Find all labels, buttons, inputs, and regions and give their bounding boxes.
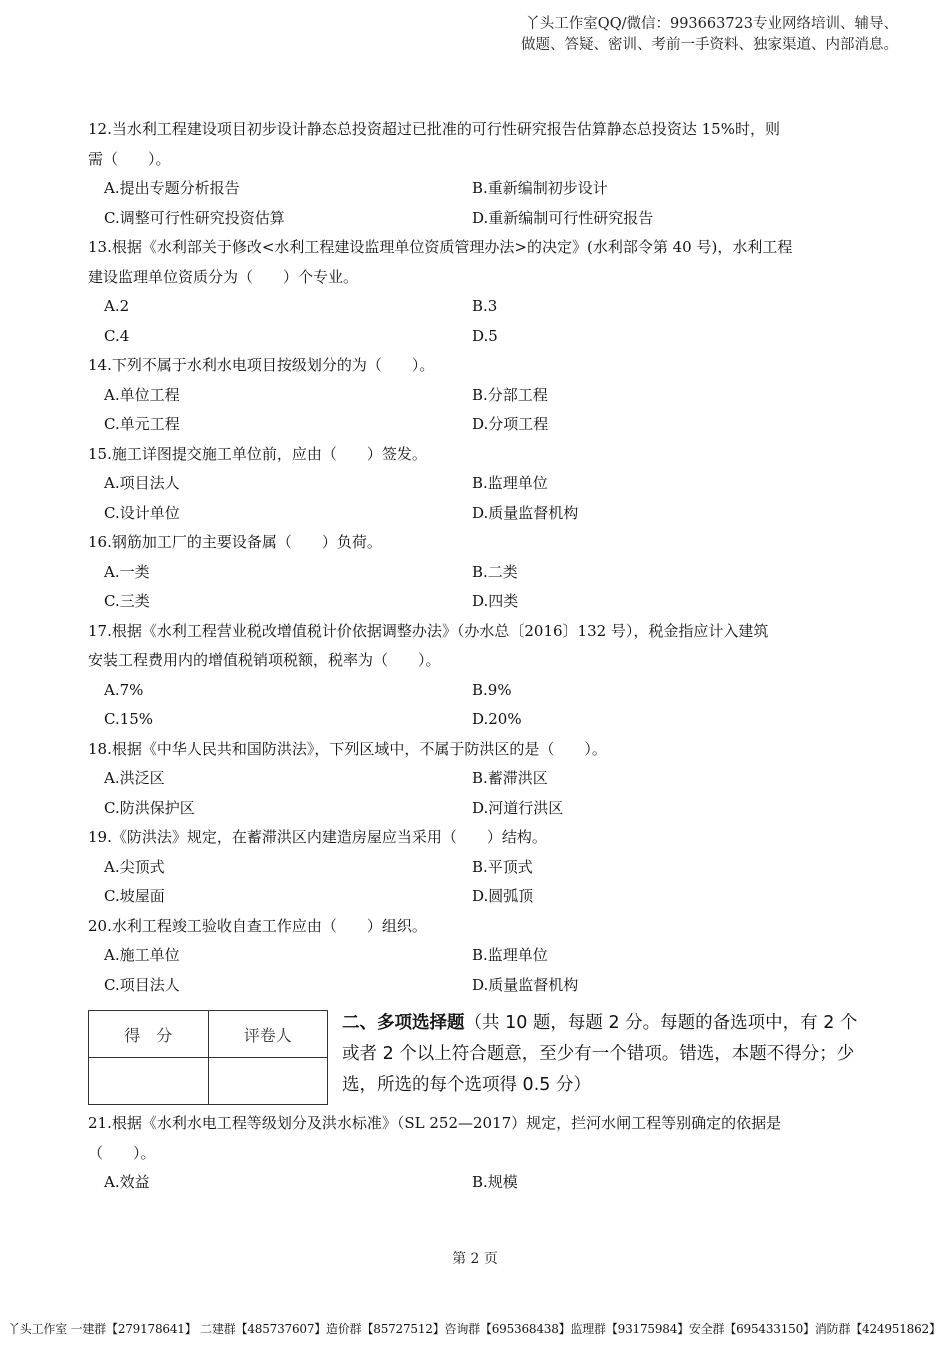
question-options xyxy=(88,676,868,735)
question-stem: 16.钢筋加工厂的主要设备属（ ）负荷。 xyxy=(88,533,382,551)
exam-content xyxy=(88,115,868,1198)
question-options xyxy=(88,174,868,233)
option-c: C.单元工程 xyxy=(104,415,180,433)
option-b: B.3 xyxy=(472,297,498,315)
question-stem: 15.施工详图提交施工单位前，应由（ ）签发。 xyxy=(88,444,427,463)
question-block xyxy=(88,617,868,735)
option-b: B.监理单位 xyxy=(472,946,548,964)
option-c: C.三类 xyxy=(104,592,150,610)
question-options xyxy=(88,558,868,617)
question-block xyxy=(88,823,868,912)
question-stem: 19.《防洪法》规定，在蓄滞洪区内建造房屋应当采用（ ）结构。 xyxy=(88,828,547,846)
header-line-1: 丫头工作室QQ/微信：993663723专业网络培训、辅导、 xyxy=(525,16,898,32)
question-options xyxy=(88,381,868,440)
option-d: D.质量监督机构 xyxy=(472,975,579,994)
question-stem: 20.水利工程竣工验收自查工作应由（ ）组织。 xyxy=(88,916,427,935)
option-d: D.质量监督机构 xyxy=(472,503,579,522)
question-stem: 安装工程费用内的增值税销项税额，税率为（ ）。 xyxy=(88,651,441,669)
question-block xyxy=(88,528,868,617)
question-block xyxy=(88,440,868,529)
option-b: B.二类 xyxy=(472,562,518,581)
option-a: A.提出专题分析报告 xyxy=(104,179,240,197)
question-block xyxy=(88,735,868,824)
question-options xyxy=(88,292,868,351)
page-number: 第 2 页 xyxy=(452,1251,498,1267)
section-multiple-choice xyxy=(88,1008,868,1105)
option-a: A.尖顶式 xyxy=(104,857,165,876)
option-c: C.坡屋面 xyxy=(104,887,165,905)
grader-cell xyxy=(208,1058,327,1105)
header-line-2: 做题、答疑、密训、考前一手资料、独家渠道、内部消息。 xyxy=(521,37,898,53)
question-block xyxy=(88,233,868,351)
score-label: 得 分 xyxy=(89,1011,209,1058)
option-c: C.15% xyxy=(104,710,154,728)
question-options xyxy=(88,853,868,912)
option-d: D.20% xyxy=(472,710,522,728)
option-a: A.效益 xyxy=(104,1173,150,1191)
option-b: B.蓄滞洪区 xyxy=(472,769,548,787)
option-b: B.监理单位 xyxy=(472,474,548,492)
question-stem: （ ）。 xyxy=(88,1143,156,1162)
question-stem: 需（ ）。 xyxy=(88,149,171,168)
option-d: D.河道行洪区 xyxy=(472,798,564,817)
option-d: D.四类 xyxy=(472,592,519,610)
option-c: C.调整可行性研究投资估算 xyxy=(104,208,285,227)
question-stem: 建设监理单位资质分为（ ）个专业。 xyxy=(88,267,359,286)
page-footer: 丫头工作室 一建群【279178641】 二建群【485737607】造价群【85727512】咨询群【695368438】监理群【93175984】安全群【695433150】消防群【424951862】 xyxy=(8,1322,941,1336)
option-d: D.重新编制可行性研究报告 xyxy=(472,208,654,227)
question-block xyxy=(88,912,868,1001)
score-cell xyxy=(89,1058,209,1105)
question-options xyxy=(88,469,868,528)
option-c: C.防洪保护区 xyxy=(104,798,195,817)
grader-label: 评卷人 xyxy=(208,1011,327,1058)
option-b: B.重新编制初步设计 xyxy=(472,179,608,197)
question-options xyxy=(88,764,868,823)
score-table xyxy=(88,1010,328,1105)
question-stem: 21.根据《水利水电工程等级划分及洪水标准》（SL 252—2017）规定，拦河水闸工程等别确定的依据是 xyxy=(88,1114,782,1132)
option-a: A.项目法人 xyxy=(104,474,180,492)
option-b: B.9% xyxy=(472,680,512,699)
option-c: C.设计单位 xyxy=(104,503,180,522)
section-instructions xyxy=(342,1008,868,1101)
option-a: A.一类 xyxy=(104,562,150,581)
question-options xyxy=(88,1168,868,1198)
option-a: A.7% xyxy=(104,680,144,699)
question-stem: 13.根据《水利部关于修改<水利工程建设监理单位资质管理办法>的决定》(水利部令第 40 号)，水利工程 xyxy=(88,238,793,256)
option-d: D.圆弧顶 xyxy=(472,887,534,905)
option-a: A.2 xyxy=(104,297,130,315)
question-block xyxy=(88,115,868,233)
section-title: 二、多项选择题 xyxy=(342,1013,465,1033)
option-b: B.分部工程 xyxy=(472,385,548,404)
section-desc: （共 10 题，每题 2 分。每题的备选项中，有 2 个或者 2 个以上符合题意，至少有一个错项。错选，本题不得分；少选，所选的每个选项得 0.5 分） xyxy=(342,1013,858,1095)
question-block xyxy=(88,1109,868,1198)
option-a: A.施工单位 xyxy=(104,946,180,964)
option-d: D.分项工程 xyxy=(472,415,549,433)
questions-single-choice xyxy=(88,115,868,1000)
option-d: D.5 xyxy=(472,326,498,345)
question-stem: 12.当水利工程建设项目初步设计静态总投资超过已批准的可行性研究报告估算静态总投资达 15%时，则 xyxy=(88,120,780,138)
option-b: B.规模 xyxy=(472,1173,518,1191)
question-options xyxy=(88,941,868,1000)
option-a: A.洪泛区 xyxy=(104,769,165,787)
question-stem: 18.根据《中华人民共和国防洪法》，下列区域中，不属于防洪区的是（ ）。 xyxy=(88,739,607,758)
question-stem: 17.根据《水利工程营业税改增值税计价依据调整办法》（办水总〔2016〕132 号），税金指应计入建筑 xyxy=(88,621,769,640)
questions-multiple-choice xyxy=(88,1109,868,1198)
question-stem: 14.下列不属于水利水电项目按级划分的为（ ）。 xyxy=(88,356,435,374)
question-block xyxy=(88,351,868,440)
page-header xyxy=(521,14,898,56)
option-c: C.4 xyxy=(104,326,130,345)
option-b: B.平顶式 xyxy=(472,857,533,876)
option-a: A.单位工程 xyxy=(104,385,180,404)
option-c: C.项目法人 xyxy=(104,975,180,994)
